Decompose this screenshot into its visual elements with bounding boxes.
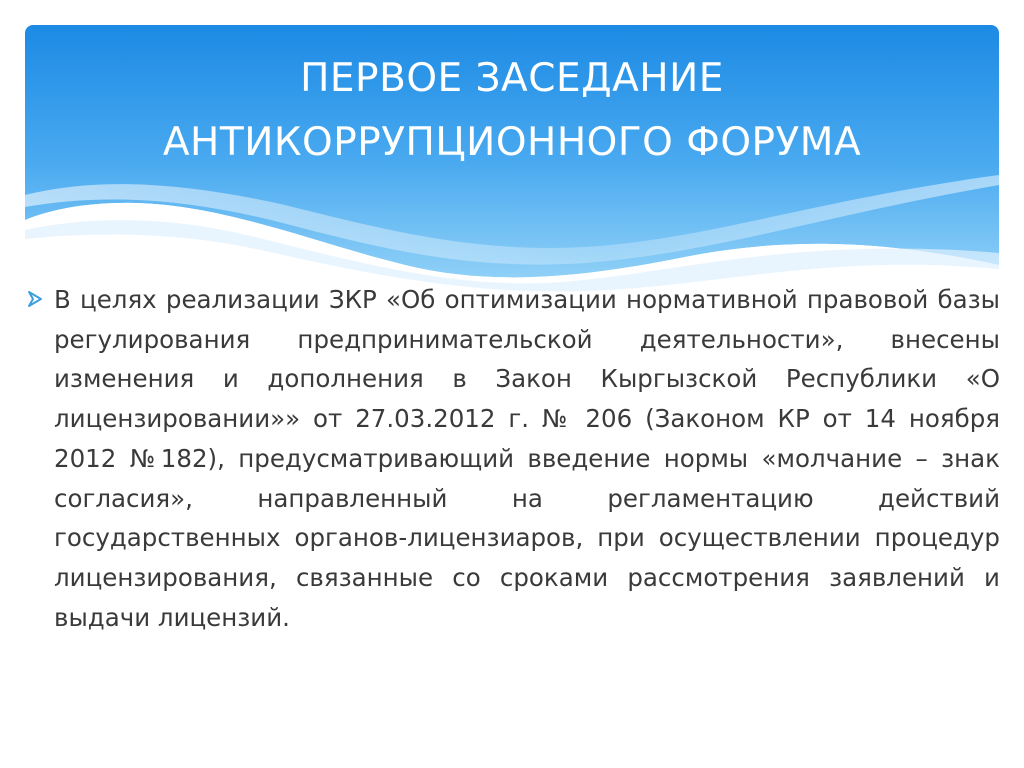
bullet-list — [26, 280, 1000, 637]
title-line-1: ПЕРВОЕ ЗАСЕДАНИЕ — [300, 56, 724, 101]
title-banner — [25, 25, 999, 295]
list-item — [26, 280, 1000, 637]
title-line-2: АНТИКОРРУПЦИОННОГО ФОРУМА — [162, 120, 862, 165]
page-title — [25, 47, 999, 175]
bullet-text: В целях реализации ЗКР «Об оптимизации нормативной правовой базы регулирования предпринимательской деятельности», внесены изменения и дополнения в Закон Кыргызской Республики «О лицензировании»» от 27.03.2012 г. № 206 (Законом КР от 14 ноября 2012 №182), предусматривающий введение нормы «молчание – знак согласия», направленный на регламентацию действий государственных органов-лицензиаров, при осуществлении процедур лицензирования, связанные со сроками рассмотрения заявлений и выдачи лицензий. — [54, 285, 1000, 632]
chevron-bullet-icon — [26, 290, 44, 308]
